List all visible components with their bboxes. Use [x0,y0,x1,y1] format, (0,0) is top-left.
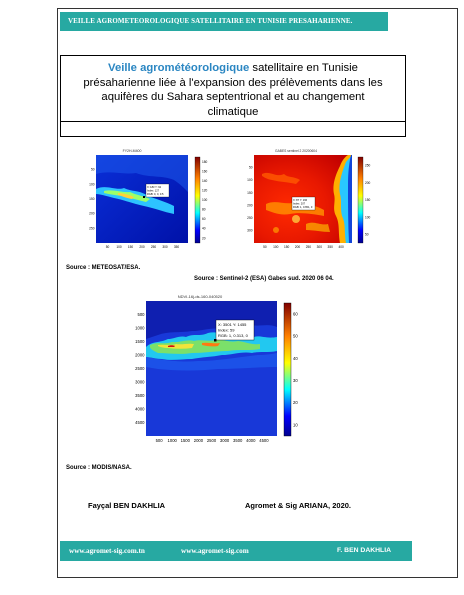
fig2-y-tick: 300 [247,228,253,233]
title-line3: aquifères du Sahara septentrional et au changement [101,91,365,103]
fig3-colorbar-tick: 40 [293,355,298,361]
footer-link-2[interactable]: www.agromet-sig.com [181,547,249,555]
fig1-x-tick: 300 [162,245,168,250]
fig1-colorbar-tick: 60 [202,217,206,222]
fig3-colorbar-tick: 10 [293,422,298,428]
fig2-y-tick: 50 [248,165,253,170]
fig2-colorbar-tick: 150 [365,198,371,203]
fig2-y-tick: 250 [247,215,253,220]
fig1-y-tick: 50 [90,167,95,172]
fig3-y-tick: 3000 [135,379,145,385]
top-banner: VEILLE AGROMETEOROLOGIQUE SATELLITAIRE EN TUNISIE PRESAHARIENNE. [60,12,388,31]
source-sentinel: Source : Sentinel-2 (ESA) Gabes sud. 2020 06 04. [194,276,334,282]
fig1-colorbar-tick: 180 [202,159,208,164]
fig3-tooltip-line2: Index: 59 [218,327,235,333]
title-highlight: Veille agrométéorologique [108,62,250,74]
source-meteosat: Source : METEOSAT/ESA. [66,265,141,271]
fig1-x-tick: 350 [173,245,180,250]
fig3-x-ticks [156,438,270,443]
title-box [60,55,406,137]
fig2-title: GABES sentinel 2 20200604 [275,149,317,153]
fig1-colorbar-tick: 40 [202,226,206,231]
fig2-y-tick: 150 [247,190,253,195]
fig3-x-tick: 4500 [259,438,269,444]
fig2-x-tick: 250 [305,245,312,250]
fig3-colorbar-tick: 30 [293,377,298,383]
fig2-tooltip-line3: RGB: 1, 0.651, 0 [293,206,313,209]
fig2-tooltip-line2: Index: 207 [293,202,306,206]
fig2-colorbar-tick: 100 [365,215,371,220]
fig2-x-tick: 50 [263,245,267,250]
fig1-colorbar-tick: 100 [202,198,208,203]
fig3-x-tick: 1000 [167,438,177,444]
source-modis: Source : MODIS/NASA. [66,465,132,471]
title-line4: climatique [207,105,259,118]
fig3-y-tick: 1500 [135,338,145,344]
figure-meteosat [74,144,218,256]
fig2-colorbar [358,157,363,243]
fig2-colorbar-tick: 200 [365,180,371,185]
fig1-x-tick: 250 [150,245,157,250]
fig2-colorbar-tick: 50 [365,232,369,237]
fig3-x-tick: 1500 [180,438,190,444]
fig3-y-tick: 500 [137,311,145,317]
title-divider [61,121,405,122]
fig3-colorbar-tick: 50 [293,333,298,339]
fig2-colorbar-tick: 250 [365,163,371,168]
fig3-colorbar-tick: 20 [293,400,298,406]
fig3-tooltip-line1: X: 3501 Y: 1455 [218,322,247,327]
figure-modis [128,287,314,450]
fig2-x-tick: 350 [327,245,333,250]
fig3-x-tick: 3000 [219,438,230,444]
fig2-x-tick: 150 [284,245,290,250]
fig3-y-tick: 4000 [135,406,145,412]
fig1-colorbar-tick: 120 [202,188,208,193]
fig2-x-tick: 300 [316,245,322,250]
author-name: Fayçal BEN DAKHLIA [88,501,166,510]
fig2-y-tick: 100 [247,178,253,183]
fig1-y-tick: 100 [89,182,95,187]
fig1-tooltip-line3: RGB: 0, 0, 0.5 [147,193,164,196]
author-affiliation: Agromet & Sig ARIANA, 2020. [245,501,351,510]
fig3-y-tick: 2500 [135,365,145,371]
bottom-banner [60,541,412,561]
fig3-x-tick: 4000 [246,438,256,444]
fig1-colorbar-tick: 160 [202,169,208,174]
fig2-x-tick: 100 [273,245,279,250]
fig1-x-tick: 100 [116,245,122,250]
footer-name: F. BEN DAKHLIA [337,547,391,554]
fig2-x-tick: 200 [294,245,301,250]
fig2-tooltip-line1: X: 87 Y: 166 [293,199,308,202]
fig3-x-tick: 500 [155,438,163,444]
title-line2: présaharienne liée à l'expansion des prélèvements dans les [83,76,383,89]
fig3-colorbar-tick: 60 [293,311,298,317]
fig3-x-tick: 2000 [193,438,204,444]
fig3-tooltip-line3: RGB: 1, 0.313, 0 [218,333,248,338]
fig1-colorbar [195,157,200,243]
fig3-y-tick: 4500 [135,419,145,425]
fig3-y-tick: 3500 [135,392,145,398]
fig3-y-tick: 1000 [135,325,145,331]
fig1-tooltip-line2: Index: 127 [147,189,160,193]
fig3-title: NDVI-16j-ds-160-040520 [177,294,223,299]
fig3-y-ticks [135,312,145,425]
fig1-x-tick: 200 [139,245,145,250]
fig2-y-tick: 200 [247,203,253,208]
figure-sentinel [236,144,380,256]
fig3-colorbar [284,303,291,436]
fig1-colorbar-tick: 140 [202,178,208,183]
fig3-x-tick: 3500 [233,438,243,444]
fig1-colorbar-tick: 80 [202,207,206,212]
fig1-title: FY2H-M400 [122,149,142,153]
fig1-tooltip-line1: X: 183 Y: 62 [147,186,162,189]
fig1-x-tick: 50 [105,245,110,250]
fig1-colorbar-tick: 20 [202,236,206,241]
fig2-x-tick: 400 [338,245,344,250]
fig3-x-tick: 2500 [206,438,217,444]
fig1-y-tick: 250 [89,226,95,231]
footer-link-1[interactable]: www.agromet-sig.com.tn [69,547,145,555]
fig1-y-tick: 200 [89,211,95,216]
title-line1: satellitaire en Tunisie [249,62,358,74]
fig1-y-tick: 150 [89,197,95,202]
document-title [61,61,405,119]
fig1-x-tick: 150 [127,245,134,250]
fig3-y-tick: 2000 [135,352,145,358]
